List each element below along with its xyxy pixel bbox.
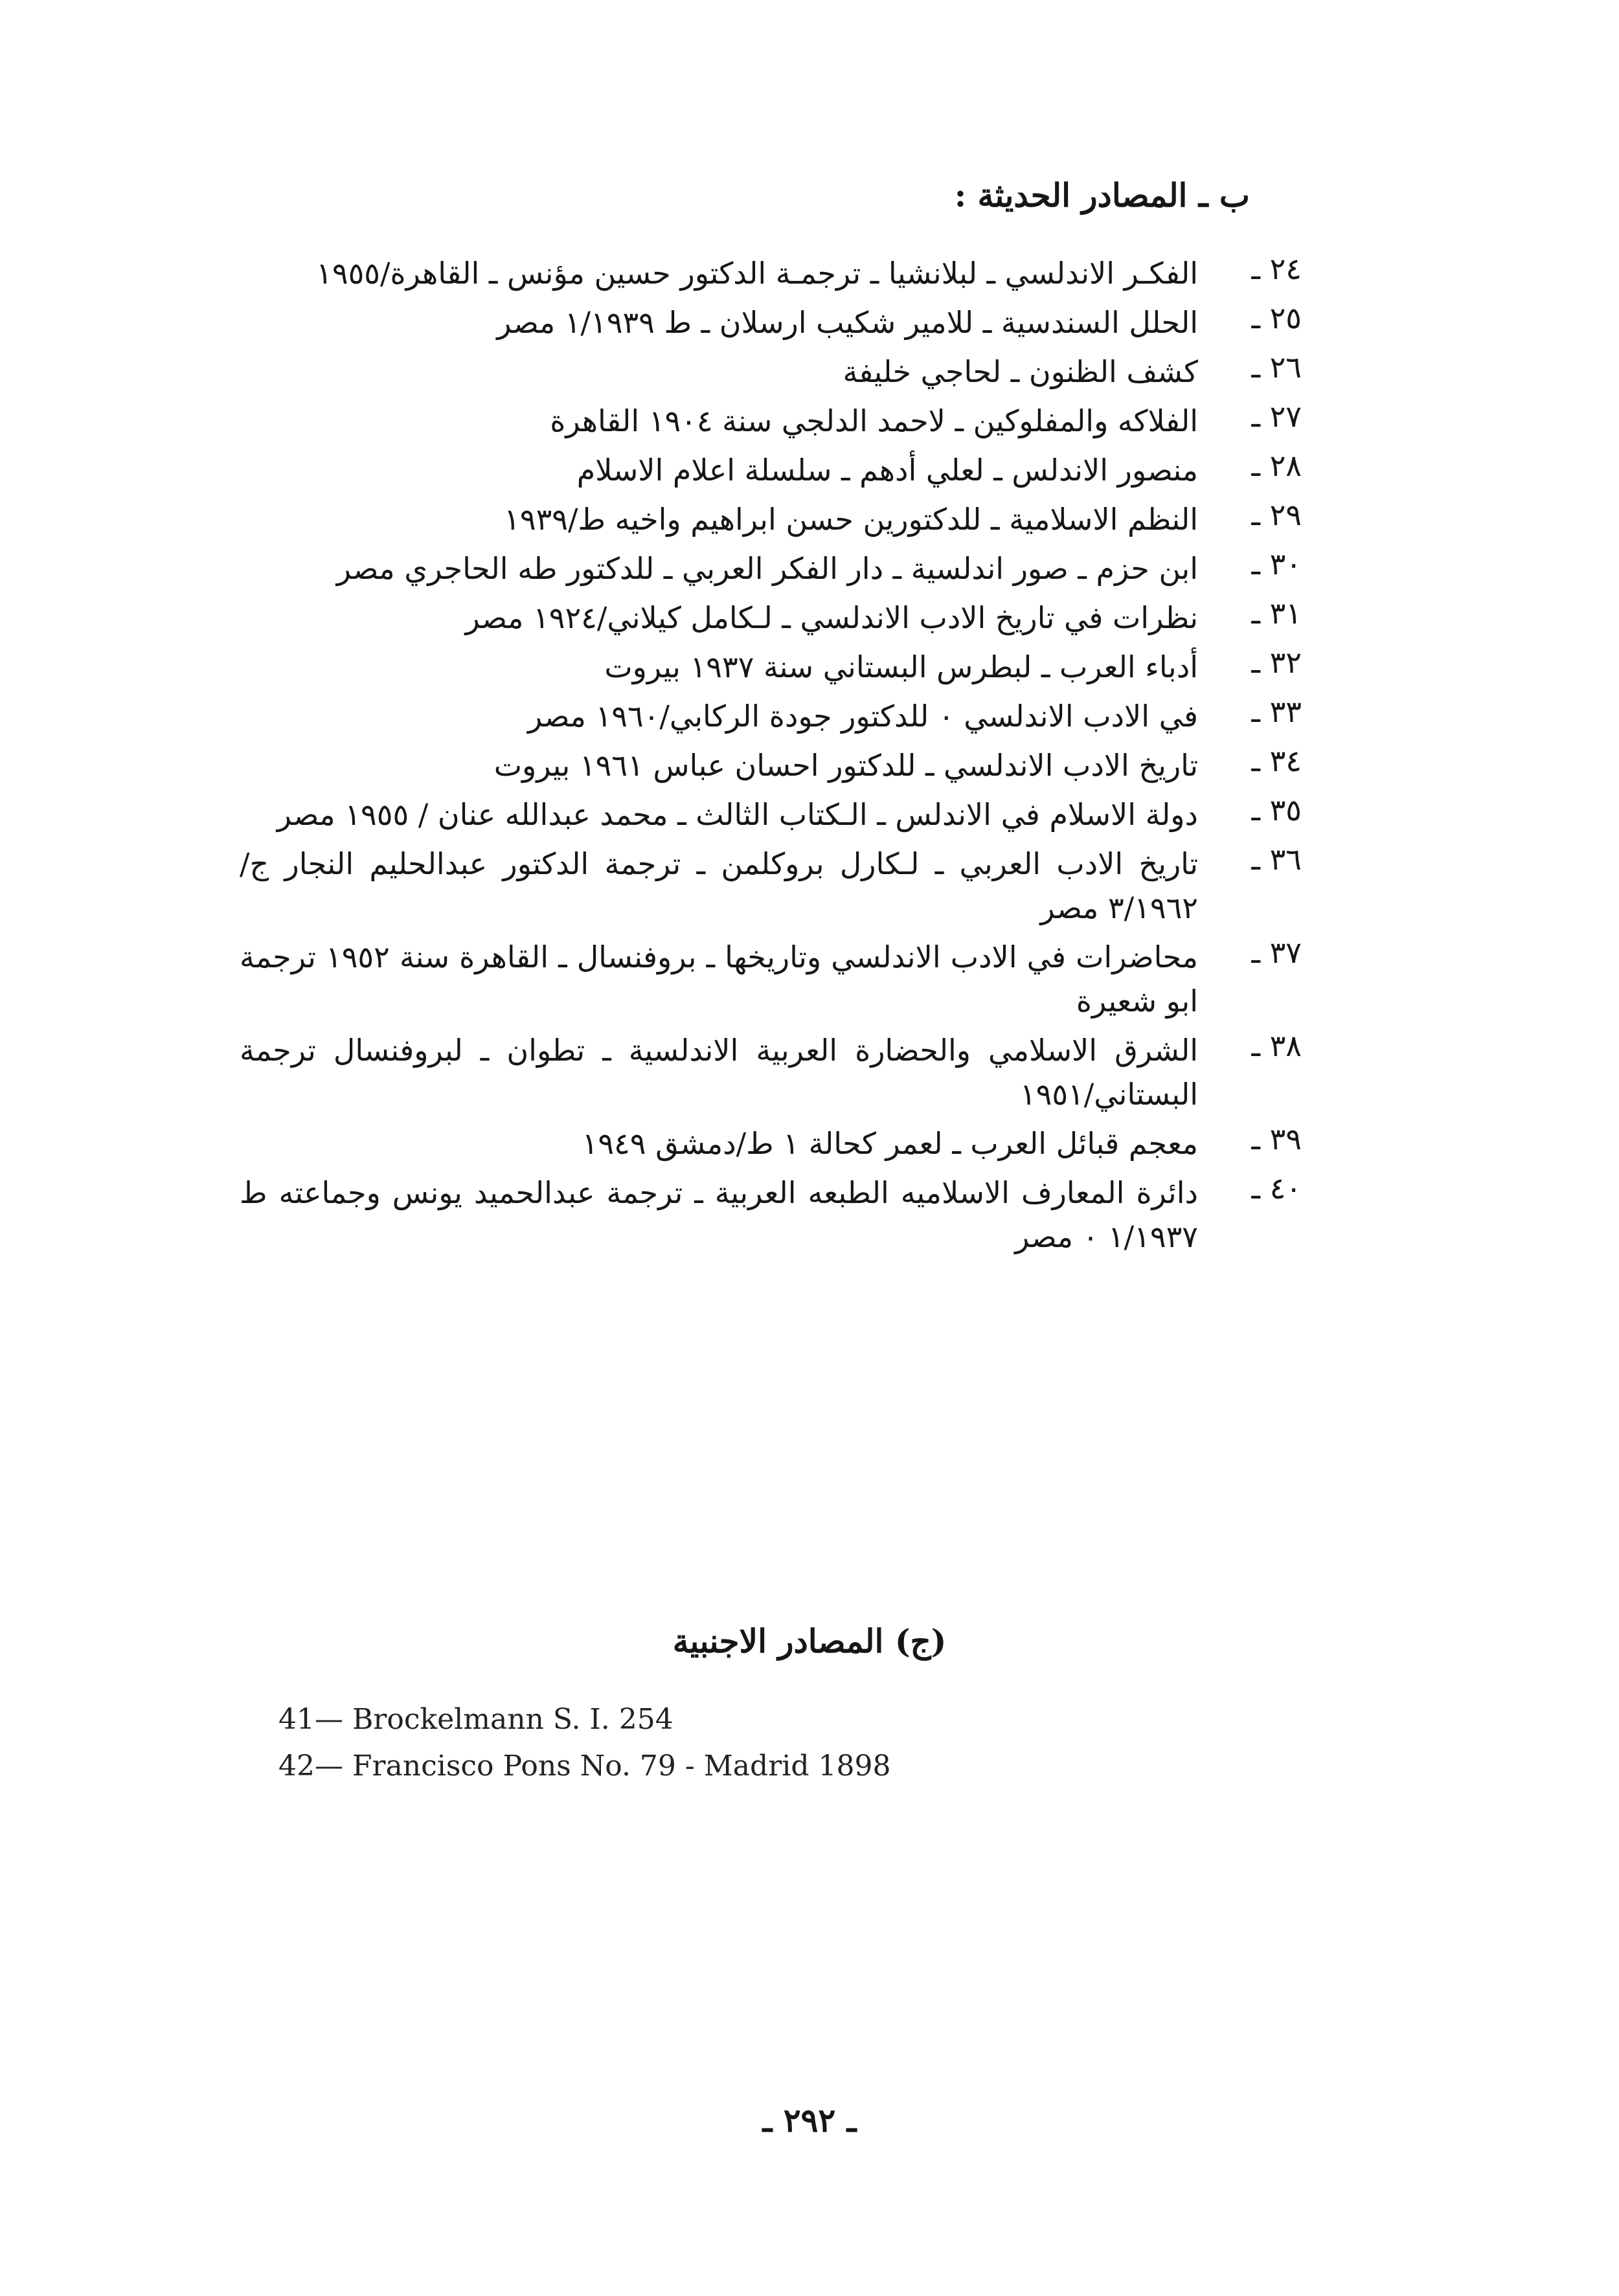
entry-number: ٣٦ ـ	[1251, 842, 1302, 877]
entry-number: ٣٥ ـ	[1251, 793, 1302, 827]
list-item	[240, 935, 1302, 1023]
list-item	[240, 448, 1302, 492]
entry-text: كشف الظنون ـ لحاجي خليفة	[843, 354, 1198, 389]
entry-number: ٢٧ ـ	[1251, 399, 1302, 434]
entry-text: ابن حزم ـ صور اندلسية ـ دار الفكر العربي ـ للدكتور طه الحاجري مصر	[336, 551, 1198, 586]
list-item	[240, 596, 1302, 640]
entry-number: ٤٠ ـ	[1251, 1171, 1302, 1206]
list-item	[240, 1028, 1302, 1116]
page-number: ـ ٢٩٢ ـ	[762, 2101, 857, 2139]
entry-text: معجم قبائل العرب ـ لعمر كحالة ١ ط/دمشق ١٩٤٩	[582, 1126, 1198, 1161]
list-item: 42— Francisco Pons No. 79 - Madrid 1898	[278, 1750, 891, 1783]
entry-number: ٢٤ ـ	[1251, 251, 1302, 286]
entry-number: ٢٦ ـ	[1251, 350, 1302, 385]
entry-text: منصور الاندلس ـ لعلي أدهم ـ سلسلة اعلام الاسلام	[576, 453, 1198, 488]
list-item	[240, 645, 1302, 689]
list-item	[240, 350, 1302, 394]
modern-sources-list	[240, 251, 1302, 1264]
entry-text: النظم الاسلامية ـ للدكتورين حسن ابراهيم واخيه ط/١٩٣٩	[504, 502, 1198, 537]
list-item	[240, 1171, 1302, 1259]
list-item	[240, 743, 1302, 787]
entry-text: دولة الاسلام في الاندلس ـ الـكتاب الثالث ـ محمد عبدالله عنان / ١٩٥٥ مصر	[277, 797, 1198, 832]
foreign-sources-heading: (ج) المصادر الاجنبية	[672, 1622, 947, 1660]
entry-text: محاضرات في الادب الاندلسي وتاريخها ـ بروفنسال ـ القاهرة سنة ١٩٥٢ ترجمة ابو شعيرة	[240, 940, 1198, 1019]
entry-text: الفكـر الاندلسي ـ لبلانشيا ـ ترجمـة الدكتور حسين مؤنس ـ القاهرة/١٩٥٥	[316, 256, 1198, 291]
list-item	[240, 842, 1302, 930]
modern-sources-heading: ب ـ المصادر الحديثة :	[954, 176, 1250, 214]
entry-text: الفلاكه والمفلوكين ـ لاحمد الدلجي سنة ١٩٠٤ القاهرة	[550, 403, 1198, 438]
list-item	[240, 497, 1302, 541]
entry-text: الحلل السندسية ـ للامير شكيب ارسلان ـ ط ١/١٩٣٩ مصر	[497, 305, 1198, 340]
entry-number: ٣٢ ـ	[1251, 645, 1302, 680]
list-item	[240, 399, 1302, 443]
list-item	[240, 793, 1302, 837]
entry-number: ٢٥ ـ	[1251, 300, 1302, 335]
list-item	[240, 546, 1302, 591]
entry-number: ٣٩ ـ	[1251, 1121, 1302, 1156]
entry-number: ٢٩ ـ	[1251, 497, 1302, 532]
list-item: 41— Brockelmann S. I. 254	[278, 1703, 674, 1736]
entry-number: ٣٧ ـ	[1251, 935, 1302, 970]
list-item	[240, 300, 1302, 344]
entry-text: تاريخ الادب الاندلسي ـ للدكتور احسان عباس ١٩٦١ بيروت	[493, 748, 1198, 783]
entry-number: ٣٤ ـ	[1251, 743, 1302, 778]
entry-text: الشرق الاسلامي والحضارة العربية الاندلسية ـ تطوان ـ لبروفنسال ترجمة البستاني/١٩٥١	[240, 1033, 1198, 1112]
foreign-sources-list	[278, 1696, 890, 1790]
entry-text: أدباء العرب ـ لبطرس البستاني سنة ١٩٣٧ بيروت	[604, 649, 1198, 684]
entry-number: ٣٣ ـ	[1251, 694, 1302, 729]
entry-number: ٢٨ ـ	[1251, 448, 1302, 483]
entry-text: في الادب الاندلسي ٠ للدكتور جودة الركابي/١٩٦٠ مصر	[528, 699, 1198, 734]
entry-number: ٣١ ـ	[1251, 596, 1302, 631]
entry-number: ٣٨ ـ	[1251, 1028, 1302, 1063]
list-item	[240, 251, 1302, 295]
list-item	[240, 1121, 1302, 1165]
entry-text: نظرات في تاريخ الادب الاندلسي ـ لـكامل كيلاني/١٩٢٤ مصر	[465, 600, 1198, 635]
entry-text: دائرة المعارف الاسلاميه الطبعه العربية ـ ترجمة عبدالحميد يونس وجماعته ط ١/١٩٣٧ ٠ مصر	[240, 1175, 1198, 1254]
list-item	[240, 694, 1302, 738]
entry-number: ٣٠ ـ	[1251, 546, 1302, 581]
entry-text: تاريخ الادب العربي ـ لـكارل بروكلمن ـ ترجمة الدكتور عبدالحليم النجار ج/٣/١٩٦٢ مصر	[240, 846, 1198, 925]
